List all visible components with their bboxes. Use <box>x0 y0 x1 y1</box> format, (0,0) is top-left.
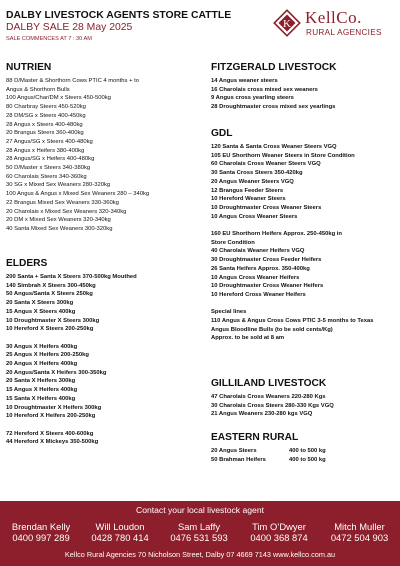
gdl-special-lines <box>211 308 397 343</box>
section-heading: NUTRIEN <box>6 62 52 73</box>
list-item: 20 Santa X Steers 300kg <box>6 300 74 307</box>
list-item: 30 Charolais Cross Steers 280-330 Kgs VGQ <box>211 402 334 409</box>
list-item: 160 EU Shorthorn Heifers Approx. 250-450kg in <box>211 231 342 238</box>
nutrien-section <box>6 62 206 234</box>
list-item: 22 Brangus Mixed Sex Weaners 330-360kg <box>6 199 119 206</box>
list-item: 200 Santa + Santa X Steers 370-500kg Mouthed <box>6 274 137 280</box>
list-item: 28 Angus x Heifers 380-400kg <box>6 147 85 154</box>
list-item: Angus Bloodline Bulls (to be sold cents/Kg) <box>211 326 333 333</box>
list-item: 44 Hereford X Mickeys 350-500kg <box>6 439 99 446</box>
list-item: 20 Charolais x Mixed Sex Weaners 320-340kg <box>6 208 127 215</box>
agent-phone[interactable]: 0400 997 289 <box>12 532 70 543</box>
list-item: 30 Droughtmaster Cross Feeder Heifers <box>211 257 322 264</box>
list-item: 26 Santa Heifers Approx. 350-400kg <box>211 265 310 272</box>
list-item: 10 Droughtmaster X Heifers 300kg <box>6 404 102 411</box>
section-heading: ELDERS <box>6 258 48 269</box>
list-item: 30 Angus X Heifers 400kg <box>6 343 78 350</box>
list-item: 60 Charolais Steers 340-360kg <box>6 173 87 180</box>
contact-footer <box>0 501 400 566</box>
list-item: 28 Droughtmaster cross mixed sex yearlings <box>211 104 336 111</box>
list-item: 50 Brahman Heifers 400 to 500 kg <box>211 456 326 463</box>
list-item: 50 Angus/Santa X Steers 250kg <box>6 291 93 298</box>
list-item: Special lines <box>211 309 247 316</box>
list-item: 10 Hereford X Steers 200-250kg <box>6 326 94 333</box>
agent-contact: Will Loudon 0428 780 414 <box>82 521 158 544</box>
list-item: 9 Angus cross yearling steers <box>211 95 294 102</box>
section-heading: GDL <box>211 128 233 139</box>
list-item: 28 DM/SG x Steers 400-450kg <box>6 112 86 119</box>
list-item: 50 D/Master x Steers 340-380kg <box>6 165 91 172</box>
list-item: 10 Hereford Weaner Steers <box>211 196 286 203</box>
list-item: 100 Angus & Angus x Mixed Sex Weaners 280 – 340kg <box>6 191 150 198</box>
list-item: 47 Charolais Cross Weaners 220-280 Kgs <box>211 394 326 400</box>
gdl-section <box>211 128 397 343</box>
list-item: 10 Angus Cross Weaner Steers <box>211 213 298 220</box>
list-item: 20 Angus/Santa X Heifers 300-350kg <box>6 369 107 376</box>
gdl-heifers-list <box>211 230 397 300</box>
list-item: 140 Simbrah X Steers 300-450kg <box>6 282 96 289</box>
sale-date: DALBY SALE 28 May 2025 <box>6 22 133 33</box>
list-item: 30 Santa Cross Steers 350-420kg <box>211 170 303 177</box>
agent-phone[interactable]: 0476 531 593 <box>170 532 228 543</box>
list-item: Approx. to be sold at 8 am <box>211 335 285 342</box>
list-item: 88 D/Master & Shorthorn Cows PTIC 4 months + to <box>6 78 139 84</box>
list-item: 20 Angus X Heifers 400kg <box>6 361 78 368</box>
list-item: 10 Droughtmaster X Steers 300kg <box>6 317 100 324</box>
list-item: 10 Droughtmaster Cross Weaner Heifers <box>211 283 324 290</box>
list-item: 10 Hereford Cross Weaner Heifers <box>211 291 306 298</box>
gilliland-section <box>211 378 397 419</box>
list-item: Store Condition <box>211 239 255 246</box>
list-item: 14 Angus weaner steers <box>211 78 278 84</box>
agent-contact: Brendan Kelly 0400 997 289 <box>2 521 80 544</box>
list-item: 105 EU Shorthorn Weaner Steers in Store Condition <box>211 152 355 159</box>
list-item: 60 Charolais Cross Weaner Steers VGQ <box>211 161 321 168</box>
list-item: 72 Hereford X Steers 400-600kg <box>6 430 94 437</box>
list-item: 30 SG x Mixed Sex Weaners 280-320kg <box>6 182 111 189</box>
fitzgerald-section <box>211 62 397 112</box>
agent-phone[interactable]: 0428 780 414 <box>91 532 149 543</box>
list-item: Angus & Shorthorn Bulls <box>6 86 70 93</box>
agent-phone[interactable]: 0400 368 874 <box>250 532 308 543</box>
list-item: 16 Charolais cross mixed sex weaners <box>211 86 318 93</box>
list-item: 20 DM x Mixed Sex Weaners 320-340kg <box>6 217 111 224</box>
list-item: 25 Angus X Heifers 200-250kg <box>6 352 89 359</box>
list-item: 20 Brangus Steers 360-400kg <box>6 130 84 137</box>
list-item: 80 Charbray Steers 450-520kg <box>6 104 86 111</box>
list-item: 27 Angus/SG x Steers 400-480kg <box>6 138 93 145</box>
list-item: 28 Angus/SG x Heifers 400-480kg <box>6 156 95 163</box>
list-item: 15 Angus X Heifers 400kg <box>6 387 78 394</box>
list-item: 10 Angus Cross Weaner Heifers <box>211 274 300 281</box>
elders-section <box>6 258 206 447</box>
list-item: 15 Angus X Steers 400kg <box>6 308 76 315</box>
list-item: 100 Angus/Char/DM x Steers 450-500kg <box>6 95 111 102</box>
gdl-steers-list <box>211 143 397 221</box>
list-item: 40 Santa Mixed Sex Weaners 300-320kg <box>6 225 113 232</box>
section-heading: EASTERN RURAL <box>211 432 299 443</box>
list-item: 28 Angus x Steers 400-480kg <box>6 121 83 128</box>
svg-text:K: K <box>283 18 291 30</box>
agent-contact: Sam Laffy 0476 531 593 <box>161 521 237 544</box>
list-item: 20 Santa X Heifers 300kg <box>6 378 76 385</box>
section-heading: FITZGERALD LIVESTOCK <box>211 62 337 73</box>
document-title: DALBY LIVESTOCK AGENTS STORE CATTLE <box>6 10 232 21</box>
agent-contact: Mitch Muller 0472 504 903 <box>321 521 398 544</box>
gilliland-list <box>211 393 397 419</box>
elders-hereford-list <box>6 430 206 447</box>
footer-address: Kellco Rural Agencies 70 Nicholson Street, Dalby 07 4669 7143 www.kellco.com.au <box>64 550 336 559</box>
agent-phone[interactable]: 0472 504 903 <box>330 532 389 543</box>
agent-contact: Tim O’Dwyer 0400 368 874 <box>240 521 318 544</box>
list-item: 15 Santa X Heifers 400kg <box>6 395 76 402</box>
list-item: 40 Charolais Weaner Heifers VGQ <box>211 248 305 255</box>
sale-commence-time: SALE COMMENCES AT 7 : 30 AM <box>6 36 92 42</box>
kellco-logo <box>272 8 398 42</box>
footer-title: Contact your local livestock agent <box>135 505 265 515</box>
list-item: 20 Angus Steers 400 to 500 kg <box>211 448 326 454</box>
list-item: 20 Angus Weaner Steers VGQ <box>211 178 294 185</box>
list-item: 12 Brangus Feeder Steers <box>211 187 284 194</box>
list-item: 21 Angus Weaners 230-280 kgs VGQ <box>211 411 313 418</box>
list-item: 120 Santa & Santa Cross Weaner Steers VGQ <box>211 144 337 150</box>
fitzgerald-list <box>211 77 397 112</box>
elders-steers-list <box>6 273 206 334</box>
header <box>6 10 266 44</box>
elders-heifers-list <box>6 343 206 421</box>
list-item: 10 Hereford X Heifers 200-250kg <box>6 413 96 420</box>
logo-subtitle: RURAL AGENCIES <box>306 28 382 37</box>
section-heading: GILLILAND LIVESTOCK <box>211 378 327 389</box>
kellco-diamond-icon <box>272 8 302 38</box>
nutrien-list <box>6 77 206 234</box>
logo-name: KellCo. <box>305 8 362 27</box>
eastern-rural-section <box>211 432 397 464</box>
list-item: 10 Droughtmaster Cross Weaner Steers <box>211 204 322 211</box>
list-item: 110 Angus & Angus Cross Cows PTIC 3-5 months to Texas <box>211 318 374 325</box>
